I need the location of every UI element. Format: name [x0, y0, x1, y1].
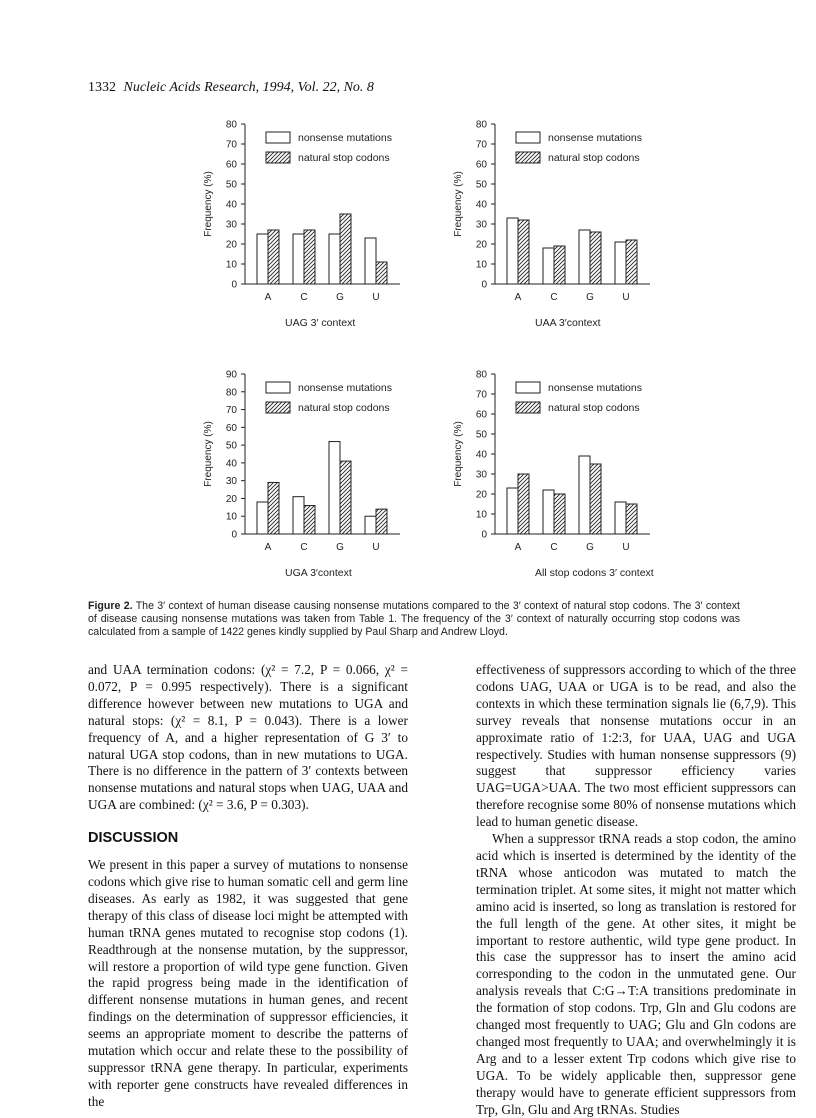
bar-natural-stop-codons	[590, 464, 601, 534]
bar-nonsense-mutations	[329, 234, 340, 284]
legend-swatch-nonsense	[516, 382, 540, 393]
chart-title: All stop codons 3′ context	[535, 567, 654, 579]
x-tick-label: A	[514, 292, 522, 303]
y-tick-label: 20	[475, 489, 487, 501]
bar-nonsense-mutations	[543, 248, 554, 284]
bar-nonsense-mutations	[329, 442, 340, 534]
chart-uag	[190, 112, 410, 332]
y-axis-label: Frequency (%)	[453, 421, 464, 487]
y-tick-label: 20	[225, 493, 237, 505]
y-tick-label: 40	[225, 199, 237, 211]
y-tick-label: 60	[475, 159, 487, 171]
bar-nonsense-mutations	[507, 218, 518, 284]
y-tick-label: 30	[225, 476, 237, 488]
y-tick-label: 40	[475, 199, 487, 211]
y-tick-label: 70	[475, 389, 487, 401]
figure-label: Figure 2.	[88, 600, 133, 612]
y-tick-label: 0	[231, 279, 237, 291]
bar-natural-stop-codons	[340, 214, 351, 284]
paragraph: We present in this paper a survey of mutations to nonsense codons which give rise to human somatic cell and germ line diseases. As early as 1982, it was suggested that gene therapy of this class of disease loci might be attempted with human tRNA genes mutated to recognise stop codons (1). Readthrough at the nonsense mutation, by the suppressor, will restore a proportion of wild type gene function. Given the rapid progress being made in the identification of different nonsense mutations in human genes, and recent findings on the determination of suppressor efficiencies, it seems an appropriate moment to describe the patterns of mutation which occur and relate these to the possibility of suppressor tRNA gene therapy. In particular, experiments with reporter gene constructs have revealed differences in the	[88, 857, 408, 1109]
y-tick-label: 10	[225, 511, 237, 523]
bar-nonsense-mutations	[579, 456, 590, 534]
bar-nonsense-mutations	[615, 242, 626, 284]
y-tick-label: 0	[231, 529, 237, 541]
bar-natural-stop-codons	[626, 240, 637, 284]
bar-natural-stop-codons	[518, 220, 529, 284]
y-tick-label: 70	[225, 139, 237, 151]
chart-title: UGA 3′context	[285, 567, 352, 579]
bar-natural-stop-codons	[554, 246, 565, 284]
bar-nonsense-mutations	[293, 497, 304, 534]
y-tick-label: 10	[225, 259, 237, 271]
legend-swatch-natural	[266, 402, 290, 413]
y-tick-label: 50	[475, 179, 487, 191]
legend-swatch-natural	[516, 152, 540, 163]
x-tick-label: U	[622, 542, 630, 553]
y-tick-label: 60	[225, 159, 237, 171]
y-axis-label: Frequency (%)	[453, 171, 464, 237]
legend-swatch-nonsense	[266, 132, 290, 143]
left-column	[88, 662, 408, 1111]
y-tick-label: 70	[225, 405, 237, 417]
paragraph: When a suppressor tRNA reads a stop codon, the amino acid which is inserted is determined by the identity of the tRNA whose anticodon was mutated to match the termination triplet. At some sites, it might not matter which amino acid is inserted, so long as translation is restored for the full length of the gene. At other sites, it might be important to restore authentic, wild type gene product. In this case the suppressor has to insert the amino acid corresponding to the codon in the unmutated gene. Our analysis reveals that C:G→T:A transitions predominate in the formation of stop codons. Trp, Gln and Glu codons are changed most frequently to UAG; Glu and Gln codons are changed most frequently to UAA; and overwhelmingly it is Arg and to a lesser extent Trp codons which give rise to UGA. To be widely applicable then, suppressor gene therapy would have to generate efficient suppressors from Trp, Gln, Glu and Arg tRNAs. Studies	[476, 831, 796, 1117]
bar-nonsense-mutations	[365, 516, 376, 534]
x-tick-label: U	[372, 292, 380, 303]
y-tick-label: 10	[475, 259, 487, 271]
figure-caption-text: The 3′ context of human disease causing nonsense mutations compared to the 3′ context of natural stop codons. The 3′ context of disease causing nonsense mutations was taken from Table 1. The frequency of the 3′ context of naturally occurring stop codons was calculated from a sample of 1422 genes kindly supplied by Paul Sharp and Andrew Lloyd.	[88, 600, 740, 639]
legend-label-nonsense: nonsense mutations	[298, 382, 392, 394]
bar-nonsense-mutations	[543, 490, 554, 534]
bar-natural-stop-codons	[268, 482, 279, 534]
bar-nonsense-mutations	[293, 234, 304, 284]
y-tick-label: 20	[225, 239, 237, 251]
chart-svg	[440, 362, 660, 582]
chart-uaa	[440, 112, 660, 332]
chart-svg	[440, 112, 660, 332]
legend-swatch-nonsense	[516, 132, 540, 143]
bar-natural-stop-codons	[590, 232, 601, 284]
y-tick-label: 50	[475, 429, 487, 441]
y-tick-label: 80	[225, 387, 237, 399]
y-tick-label: 80	[475, 119, 487, 131]
y-tick-label: 60	[225, 422, 237, 434]
bar-nonsense-mutations	[579, 230, 590, 284]
legend-label-nonsense: nonsense mutations	[298, 132, 392, 144]
x-tick-label: G	[586, 542, 594, 553]
y-tick-label: 40	[475, 449, 487, 461]
x-tick-label: A	[264, 542, 272, 553]
page-header	[88, 80, 374, 96]
y-tick-label: 0	[481, 279, 487, 291]
x-tick-label: C	[300, 292, 308, 303]
bar-natural-stop-codons	[626, 504, 637, 534]
figure-caption	[88, 600, 740, 640]
legend-swatch-natural	[516, 402, 540, 413]
x-tick-label: C	[300, 542, 308, 553]
y-tick-label: 80	[225, 119, 237, 131]
bar-nonsense-mutations	[365, 238, 376, 284]
paragraph: effectiveness of suppressors according to which of the three codons UAG, UAA or UGA is to be read, and also the contexts in which these termination signals lie (6,7,9). This survey reveals that nonsense mutations occur in an approximate ratio of 1:2:3, for UAA, UAG and UGA respectively. Studies with human nonsense suppressors (9) suggest that suppressor efficiency varies UAG=UGA>UAA. The two most efficient suppressors can therefore recognise some 80% of nonsense mutations which lead to human genetic disease.	[476, 662, 796, 830]
legend-label-natural: natural stop codons	[298, 152, 390, 164]
x-tick-label: A	[264, 292, 272, 303]
x-tick-label: G	[336, 292, 344, 303]
chart-svg	[190, 112, 410, 332]
y-axis-label: Frequency (%)	[203, 421, 214, 487]
y-tick-label: 70	[475, 139, 487, 151]
y-tick-label: 90	[225, 369, 237, 381]
bar-natural-stop-codons	[268, 230, 279, 284]
x-tick-label: C	[550, 292, 558, 303]
legend-label-natural: natural stop codons	[298, 402, 390, 414]
chart-uga	[190, 362, 410, 582]
y-tick-label: 20	[475, 239, 487, 251]
x-tick-label: G	[336, 542, 344, 553]
y-tick-label: 30	[475, 219, 487, 231]
y-tick-label: 50	[225, 440, 237, 452]
legend-swatch-natural	[266, 152, 290, 163]
y-axis-label: Frequency (%)	[203, 171, 214, 237]
bar-natural-stop-codons	[304, 506, 315, 534]
x-tick-label: C	[550, 542, 558, 553]
y-tick-label: 10	[475, 509, 487, 521]
y-tick-label: 80	[475, 369, 487, 381]
page-number: 1332	[88, 80, 116, 95]
legend-label-nonsense: nonsense mutations	[548, 132, 642, 144]
y-tick-label: 40	[225, 458, 237, 470]
bar-natural-stop-codons	[304, 230, 315, 284]
bar-nonsense-mutations	[257, 502, 268, 534]
journal-citation: Nucleic Acids Research, 1994, Vol. 22, No. 8	[123, 80, 374, 95]
chart-svg	[190, 362, 410, 582]
paragraph: and UAA termination codons: (χ² = 7.2, P = 0.066, χ² = 0.072, P = 0.995 respectively). There is a significant difference however between new mutations to UGA and natural stops: (χ² = 8.1, P = 0.043). There is a lower frequency of A, and a higher representation of G 3′ to natural UGA stop codons, than in new mutations to UGA. There is no difference in the pattern of 3′ contexts between nonsense mutations and natural stops when UAG, UAA and UGA are combined: (χ² = 3.6, P = 0.303).	[88, 662, 408, 813]
y-tick-label: 30	[475, 469, 487, 481]
bar-natural-stop-codons	[376, 262, 387, 284]
bar-nonsense-mutations	[507, 488, 518, 534]
y-tick-label: 0	[481, 529, 487, 541]
x-tick-label: G	[586, 292, 594, 303]
bar-nonsense-mutations	[257, 234, 268, 284]
bar-natural-stop-codons	[340, 461, 351, 534]
bar-natural-stop-codons	[554, 494, 565, 534]
x-tick-label: U	[622, 292, 630, 303]
chart-title: UAA 3′context	[535, 317, 601, 329]
x-tick-label: A	[514, 542, 522, 553]
legend-label-natural: natural stop codons	[548, 152, 640, 164]
chart-all	[440, 362, 660, 582]
x-tick-label: U	[372, 542, 380, 553]
section-heading-discussion: DISCUSSION	[88, 830, 179, 847]
bar-natural-stop-codons	[518, 474, 529, 534]
chart-title: UAG 3′ context	[285, 317, 356, 329]
legend-label-nonsense: nonsense mutations	[548, 382, 642, 394]
y-tick-label: 30	[225, 219, 237, 231]
right-column	[476, 662, 796, 1118]
legend-swatch-nonsense	[266, 382, 290, 393]
bar-natural-stop-codons	[376, 509, 387, 534]
legend-label-natural: natural stop codons	[548, 402, 640, 414]
y-tick-label: 60	[475, 409, 487, 421]
bar-nonsense-mutations	[615, 502, 626, 534]
y-tick-label: 50	[225, 179, 237, 191]
